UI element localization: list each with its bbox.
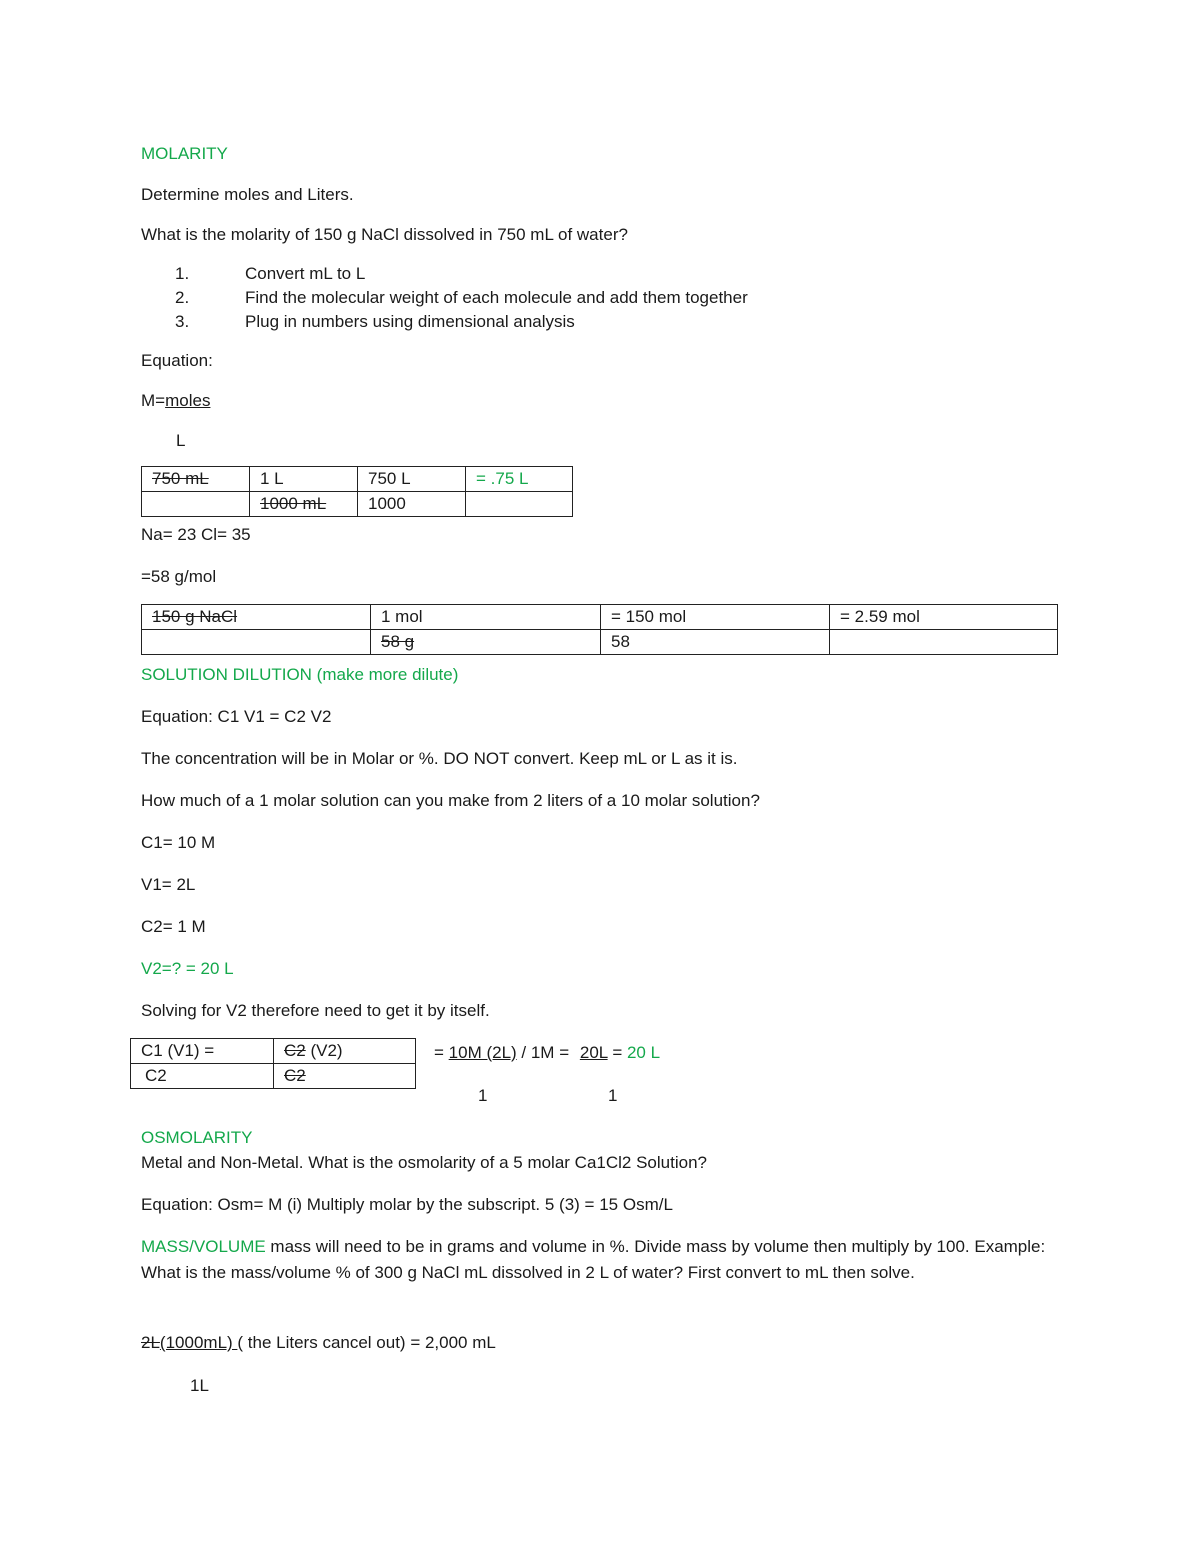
table-cell: 750 mL — [142, 467, 250, 492]
table-cell: 58 g — [371, 630, 601, 655]
c1-value: C1= 10 M — [141, 833, 216, 852]
list-item — [175, 312, 575, 332]
table-cell: 750 L — [358, 467, 466, 492]
calc-mid: / 1M = — [516, 1043, 574, 1062]
list-text: Plug in numbers using dimensional analysis — [245, 312, 575, 331]
table-cell — [830, 630, 1058, 655]
eq-prefix: M= — [141, 391, 166, 410]
calc-denominator-2: 1 — [608, 1086, 618, 1105]
list-item — [175, 288, 748, 308]
conv-rest: ( the Liters cancel out) = 2,000 mL — [237, 1333, 496, 1352]
table-cell — [142, 492, 250, 517]
list-number: 2. — [175, 288, 190, 307]
calc-eq: = — [434, 1043, 449, 1062]
table-cell: C2 — [131, 1064, 274, 1089]
strike-text: C2 — [284, 1041, 306, 1060]
molarity-equation — [141, 391, 210, 411]
table-cell: C2 — [274, 1064, 416, 1089]
list-text: Convert mL to L — [245, 264, 366, 283]
eq-denominator: L — [176, 431, 186, 450]
molarity-heading: MOLARITY — [141, 144, 228, 163]
dilution-calc — [434, 1043, 660, 1063]
dilution-note: The concentration will be in Molar or %. DO NOT convert. Keep mL or L as it is. — [141, 749, 738, 768]
conversion-table — [141, 466, 573, 517]
list-number: 1. — [175, 264, 190, 283]
conv-strike: 2L — [141, 1333, 160, 1352]
table-cell: 1 mol — [371, 605, 601, 630]
table-cell: 1000 — [358, 492, 466, 517]
osmolarity-equation: Equation: Osm= M (i) Multiply molar by the subscript. 5 (3) = 15 Osm/L — [141, 1195, 673, 1214]
molarity-intro: Determine moles and Liters. — [141, 185, 354, 204]
massvolume-heading: MASS/VOLUME — [141, 1237, 266, 1256]
conv-denominator — [190, 1376, 209, 1396]
table-cell: C1 (V1) = — [131, 1039, 274, 1064]
v1-value: V1= 2L — [141, 875, 196, 894]
eq-numerator: moles — [165, 391, 211, 410]
molarity-question: What is the molarity of 150 g NaCl dissolved in 750 mL of water? — [141, 225, 628, 244]
molecular-weight: =58 g/mol — [141, 567, 217, 586]
table-cell: 150 g NaCl — [142, 605, 371, 630]
table-row — [131, 1064, 416, 1089]
table-cell: = 2.59 mol — [830, 605, 1058, 630]
moles-table — [141, 604, 1058, 655]
list-text: Find the molecular weight of each molecule and add them together — [245, 288, 748, 307]
massvolume-paragraph — [141, 1234, 1061, 1286]
c2-value: C2= 1 M — [141, 917, 206, 936]
list-number: 3. — [175, 312, 190, 331]
table-row — [142, 630, 1058, 655]
v2-value: V2=? = 20 L — [141, 959, 234, 978]
atomic-weights: Na= 23 Cl= 35 — [141, 525, 251, 544]
calc-numerator-2: 20L — [579, 1043, 608, 1062]
calc-mid-2: = — [607, 1043, 627, 1062]
liters-conversion — [141, 1333, 496, 1353]
table-cell: = 150 mol — [601, 605, 830, 630]
table-cell: 58 — [601, 630, 830, 655]
table-cell: = .75 L — [466, 467, 573, 492]
table-cell — [466, 492, 573, 517]
table-row — [142, 605, 1058, 630]
table-cell — [274, 1039, 416, 1064]
dilution-heading: SOLUTION DILUTION (make more dilute) — [141, 665, 459, 684]
equation-label: Equation: — [141, 351, 213, 370]
dilution-equation: Equation: C1 V1 = C2 V2 — [141, 707, 332, 726]
table-cell — [142, 630, 371, 655]
solving-note: Solving for V2 therefore need to get it by itself. — [141, 1001, 490, 1020]
conv-den-text: 1L — [190, 1376, 209, 1395]
table-cell: 1 L — [250, 467, 358, 492]
list-item — [175, 264, 365, 284]
dilution-table — [130, 1038, 416, 1089]
calc-result: 20 L — [626, 1043, 661, 1062]
cell-text: (V2) — [305, 1041, 343, 1060]
massvolume-text: mass will need to be in grams and volume in %. Divide mass by volume then multiply by 100. Example: What is the mass/volume % of 300 g NaCl mL dissolved in 2 L of water? First convert to mL then solve. — [141, 1237, 1046, 1282]
table-row — [142, 492, 573, 517]
conv-numerator: (1000mL) — [159, 1333, 238, 1352]
table-row — [142, 467, 573, 492]
osmolarity-question: Metal and Non-Metal. What is the osmolarity of a 5 molar Ca1Cl2 Solution? — [141, 1153, 707, 1172]
osmolarity-heading: OSMOLARITY — [141, 1128, 253, 1147]
dilution-question: How much of a 1 molar solution can you make from 2 liters of a 10 molar solution? — [141, 791, 760, 810]
calc-denominator: 1 — [478, 1086, 488, 1105]
table-cell: 1000 mL — [250, 492, 358, 517]
table-row — [131, 1039, 416, 1064]
calc-numerator: 10M (2L) — [448, 1043, 517, 1062]
